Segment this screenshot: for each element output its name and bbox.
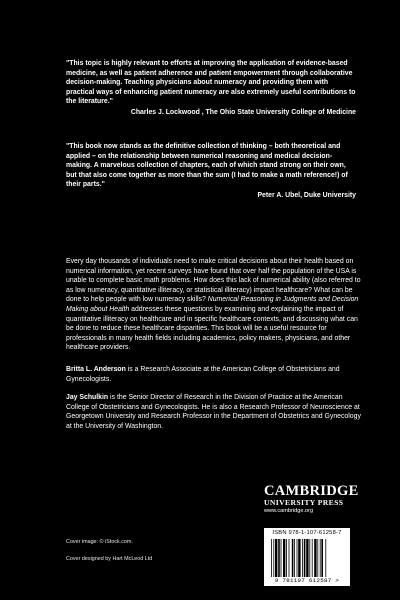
description-part-1: Every day thousands of individuals need to make critical decisions about their health based on numerical information, yet recent surveys have found that over half the population of the USA is unable to complete basic math problems. How does this lack of numerical ability (also referred to as low numeracy, quantitative illiteracy, or statistical illiteracy) impact healthcare? What can be done to help people with low numeracy skills? bbox=[66, 258, 361, 304]
barcode-number: 9 781107 612587 > bbox=[274, 577, 340, 584]
publisher-url: www.cambridge.org bbox=[264, 508, 314, 514]
publisher-name: CAMBRIDGE bbox=[264, 483, 359, 499]
author-bio-text: is a Research Associate at the American College of Obstetricians and Gynecologists. bbox=[66, 366, 340, 383]
endorsement-quote-2 bbox=[66, 142, 356, 201]
barcode-panel bbox=[264, 528, 350, 586]
isbn-text: ISBN 978-1-107-61258-7 bbox=[272, 530, 342, 536]
cover-design-credit: Cover designed by Hart McLeod Ltd bbox=[66, 556, 153, 562]
author-bio-text: is the Senior Director of Research in the Division of Practice at the American College of Obstetricians and Gynecologists. He is also a Research Professor of Neuroscience at Georgetown University and Research Professor in the Department of Obstetrics and Gynecology at the University of Washington. bbox=[66, 394, 361, 430]
quote-text: "This book now stands as the definitive collection of thinking – both theoretical and applied – on the relationship between numerical reasoning and medical decision-making. A marvelous collection of chapters, each of which stand strong on their own, but that also come together as more than the sum (I had to make a math reference!) of their parts." bbox=[66, 143, 348, 189]
book-title: Numerical Reasoning in Judgments and Decision Making about Health bbox=[66, 296, 359, 313]
author-bio-1 bbox=[66, 365, 366, 384]
quote-text: "This topic is highly relevant to efforts at improving the application of evidence-based medicine, as well as patient adherence and patient empowerment through collaborative decision-making. Teaching physicians about numeracy and providing them with practical ways of enhancing patient numeracy are also extremely useful contributions to the literature." bbox=[66, 60, 356, 106]
barcode-icon bbox=[270, 539, 344, 577]
author-bio-2 bbox=[66, 393, 366, 431]
author-name: Jay Schulkin bbox=[66, 394, 109, 401]
author-name: Britta L. Anderson bbox=[66, 366, 126, 373]
description-part-2: addresses these questions by examining and explaining the impact of quantitative illiteracy on healthcare and in specific healthcare contexts, and discussing what can be done to reduce these healthcare disparities. This book will be a useful resource for professionals in many health fields including academics, policy makers, physicians, and other healthcare providers. bbox=[66, 305, 358, 352]
quote-attribution: Peter A. Ubel, Duke University bbox=[257, 191, 356, 199]
publisher-press: UNIVERSITY PRESS bbox=[264, 498, 344, 507]
cover-image-credit: Cover image: © iStock.com. bbox=[66, 539, 133, 545]
quote-attribution: Charles J. Lockwood , The Ohio State University College of Medicine bbox=[130, 108, 356, 116]
book-description bbox=[66, 257, 366, 353]
publisher-logo bbox=[264, 483, 359, 515]
endorsement-quote-1 bbox=[66, 59, 356, 118]
